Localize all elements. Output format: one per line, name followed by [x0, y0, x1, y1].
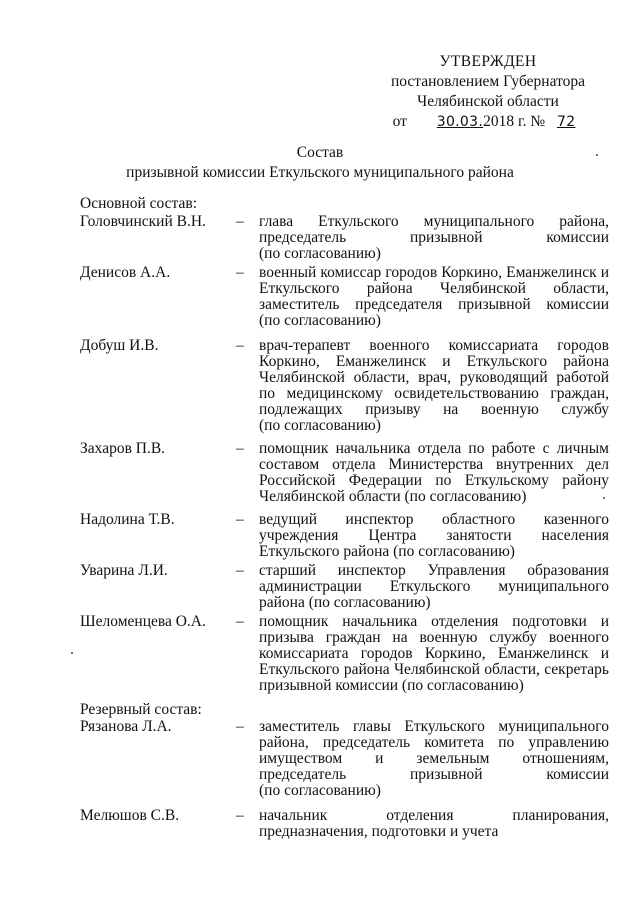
member-role-line: призывной комиссии (по согласованию) [259, 677, 524, 694]
member-role-line: Еткульского района (по согласованию) [259, 543, 515, 560]
document-title-block [40, 143, 600, 183]
member-role-line: заместитель главы Еткульского муниципального [259, 718, 609, 735]
approval-title: УТВЕРЖДЕН [439, 53, 537, 70]
document-subtitle: призывной комиссии Еткульского муниципального района [126, 164, 514, 181]
member-dash: – [236, 511, 244, 528]
member-role [259, 214, 609, 262]
scan-speck [603, 497, 605, 499]
scan-speck [71, 652, 73, 654]
member-role-line: старший инспектор Управления образования [259, 562, 609, 579]
member-role-line: предназначения, подготовки и учета [259, 823, 499, 840]
member-role-line: имуществом и земельным отношениям, [259, 750, 609, 767]
member-dash: – [236, 807, 244, 824]
member-role [259, 614, 609, 694]
member-role-line: комиссариата городов Коркино, Еманжелинск и [259, 645, 609, 662]
handwritten-date: 30.03. [436, 114, 484, 130]
member-role-line: заместитель председателя призывной комиссии [259, 296, 609, 313]
approval-date-line [368, 112, 608, 132]
reserve-section-label: Резервный состав: [80, 701, 202, 718]
member-name: Захаров П.В. [80, 440, 166, 457]
member-dash: – [236, 337, 244, 354]
member-name: Уварина Л.И. [80, 562, 168, 579]
member-role-line: района, председатель комитета по управлению [259, 734, 609, 751]
member-role-line: Челябинской области, врач, руководящий работой [259, 369, 609, 386]
member-name: Мелюшов С.В. [80, 807, 180, 824]
member-role-line: начальник отделения планирования, [259, 807, 609, 824]
member-role-line: составом отдела Министерства внутренних дел [259, 456, 609, 473]
member-name: Головчинский В.Н. [80, 213, 206, 230]
member-role-line: (по согласованию) [259, 312, 381, 329]
member-dash: – [236, 562, 244, 579]
main-section-label: Основной состав: [80, 195, 198, 212]
member-role-line: Еткульского района Челябинской области, секретарь [259, 661, 609, 678]
approval-block [368, 52, 608, 132]
member-role-line: помощник начальника отделения подготовки и [259, 613, 609, 630]
member-dash: – [236, 440, 244, 457]
date-suffix: 2018 г. № [483, 113, 546, 130]
member-name: Денисов А.А. [80, 264, 171, 281]
member-role-line: учреждения Центра занятости населения [259, 527, 609, 544]
member-dash: – [236, 213, 244, 230]
member-role-line: (по согласованию) [259, 245, 381, 262]
member-role-line: врач-терапевт военного комиссариата городов [259, 337, 609, 354]
member-name: Шеломенцева О.А. [80, 613, 206, 630]
member-role [259, 719, 609, 799]
member-role [259, 512, 609, 560]
member-role [259, 265, 609, 329]
member-role-line: подлежащих призыву на военную службу [259, 401, 609, 418]
member-dash: – [236, 718, 244, 735]
member-role-line: администрации Еткульского муниципального [259, 578, 609, 595]
member-dash: – [236, 264, 244, 281]
member-role [259, 563, 609, 611]
member-role-line: (по согласованию) [259, 782, 381, 799]
date-prefix: от [392, 113, 407, 130]
member-role-line: Еткульского района Челябинской области, [259, 280, 609, 297]
member-role-line: ведущий инспектор областного казенного [259, 511, 609, 528]
member-role-line: Коркино, Еманжелинск и Еткульского района [259, 353, 609, 370]
member-role-line: Российской Федерации по Еткульскому району [259, 472, 609, 489]
member-role-line: по медицинскому освидетельствованию граждан, [259, 385, 609, 402]
scan-speck [596, 154, 598, 156]
member-role-line: призыва граждан на военную службу военного [259, 629, 609, 646]
member-role-line: председатель призывной комиссии [259, 766, 609, 783]
document-title: Состав [296, 144, 344, 161]
member-role-line: района (по согласованию) [259, 594, 431, 611]
member-role-line: (по согласованию) [259, 417, 381, 434]
member-role [259, 808, 609, 840]
member-role [259, 441, 609, 505]
member-role-line: Челябинской области (по согласованию) [259, 488, 527, 505]
member-name: Добуш И.В. [80, 337, 159, 354]
member-role-line: председатель призывной комиссии [259, 229, 609, 246]
approval-line-2: Челябинской области [417, 93, 559, 110]
member-name: Надолина Т.В. [80, 511, 175, 528]
handwritten-number: 72 [557, 114, 576, 130]
member-name: Рязанова Л.А. [80, 718, 172, 735]
member-dash: – [236, 613, 244, 630]
member-role-line: помощник начальника отдела по работе с личным [259, 440, 609, 457]
member-role [259, 338, 609, 434]
member-role-line: глава Еткульского муниципального района, [259, 213, 609, 230]
member-role-line: военный комиссар городов Коркино, Еманжелинск и [259, 264, 609, 281]
approval-line-1: постановлением Губернатора [390, 73, 586, 90]
